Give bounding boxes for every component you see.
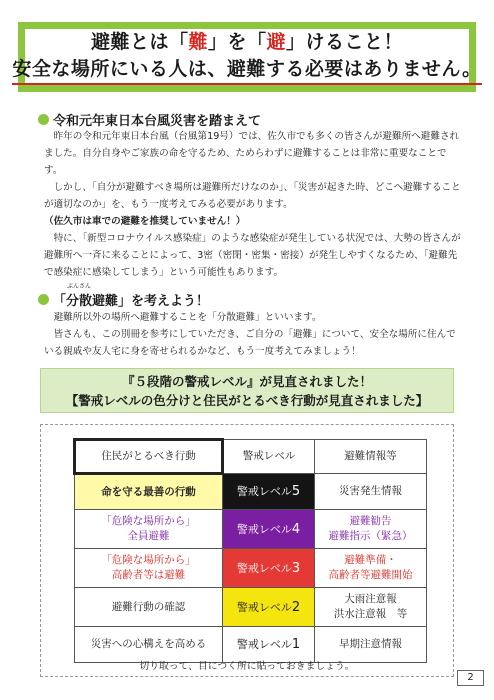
green-bullet-icon <box>38 294 49 305</box>
action-line: 高齢者等は避難 <box>111 569 186 581</box>
section-heading-text: 分散 <box>66 294 93 309</box>
info-cell <box>315 549 427 588</box>
level-cell <box>223 588 315 627</box>
table-row <box>75 510 427 549</box>
ruby-reading: ぶんさん <box>67 283 92 290</box>
ruby-word <box>66 283 93 309</box>
paragraph: 避難所以外の場所へ避難することを「分散避難」といいます。 <box>53 312 322 323</box>
section-heading-text: 令和元年東日本台風災害を踏まえて <box>53 114 262 129</box>
level-label: 警戒レベル <box>236 638 292 651</box>
section-heading-dispersed <box>38 283 210 309</box>
section2-body <box>44 309 464 360</box>
green-bullet-icon <box>38 114 49 125</box>
cut-out-note: 切り取って、目につく所に貼っておきましょう。 <box>139 661 355 672</box>
level-label: 警戒レベル <box>236 485 292 498</box>
alert-level-banner <box>40 368 454 413</box>
table-row <box>75 549 427 588</box>
table-header: 避難情報等 <box>315 440 427 474</box>
level-label: 警戒レベル <box>236 522 292 536</box>
info-line: 高齢者等避難開始 <box>328 569 413 581</box>
table-header: 警戒レベル <box>223 440 315 474</box>
section-heading-text: 「 <box>53 294 67 309</box>
info-line: 避難勧告 <box>349 515 392 527</box>
table-header-row <box>75 440 427 474</box>
section-heading-typhoon <box>38 110 261 129</box>
level-number: 1 <box>291 637 301 652</box>
header-line-2: 安全な場所にいる人は、避難する必要はありません。 <box>12 56 481 85</box>
info-cell: 早期注意情報 <box>315 627 427 663</box>
paragraph: しかし、「自分が避難すべき場所は避難所だけなのか」、「災害が起きた時、どこへ避難することが適切なのか」を、もう一度考えてみる必要があります。 <box>44 182 461 210</box>
level-cell <box>223 510 315 549</box>
alert-level-table <box>73 438 427 663</box>
level-cell <box>223 474 315 510</box>
level-label: 警戒レベル <box>236 561 292 575</box>
header-text: 」けること！ <box>286 31 404 53</box>
table-header: 住民がとるべき行動 <box>75 440 223 474</box>
info-line: 大雨注意報 <box>344 593 397 605</box>
section-heading-text: 避難」を考えよう！ <box>92 294 210 309</box>
header-text: 」を「 <box>207 31 267 53</box>
paragraph: 特に、「新型コロナウイルス感染症」のような感染症が発生している状況では、大勢の皆さんが避難所へ一斉に来ることによって、3密（密閉・密集・密接）が発生しやすくなるため、「避難先で感染症に感染してしまう」という可能性もあります。 <box>44 233 461 278</box>
level-number: 3 <box>291 560 301 576</box>
info-line: 避難指示（緊急） <box>328 530 413 542</box>
action-cell: 避難行動の確認 <box>75 588 223 627</box>
action-cell: 災害への心構えを高める <box>75 627 223 663</box>
paragraph-note: （佐久市は車での避難を推奨していません！） <box>44 216 246 227</box>
info-line: 洪水注意報 等 <box>333 608 408 620</box>
paragraph: 昨年の令和元年東日本台風（台風第19号）では、佐久市でも多くの皆さんが避難所へ避難されました。自分自身やご家族の命を守るため、ためらわずに避難することは非常に重要なことです。 <box>44 131 460 176</box>
level-number: 5 <box>291 484 301 499</box>
level-number: 4 <box>291 521 301 537</box>
header-line-1 <box>91 29 403 56</box>
banner-line-1: 『５段階の警戒レベル』が見直されました！ <box>121 373 372 389</box>
header-highlight-sake: 避 <box>266 31 287 53</box>
info-cell <box>315 510 427 549</box>
info-line: 避難準備・ <box>344 554 397 566</box>
action-line: 「危険な場所から」 <box>101 554 196 566</box>
action-cell <box>75 510 223 549</box>
action-line: 「危険な場所から」 <box>101 515 196 527</box>
header-text: 避難とは「 <box>90 31 189 53</box>
info-cell: 災害発生情報 <box>315 474 427 510</box>
level-cell <box>223 549 315 588</box>
paragraph: 皆さんも、この別冊を参考にしていただき、ご自分の「避難」について、安全な場所に住んでいる親戚や友人宅に身を寄せられるかなど、もう一度考えてみましょう！ <box>44 329 456 357</box>
section1-body <box>44 128 464 281</box>
table-row <box>75 474 427 510</box>
page-number: 2 <box>457 670 484 686</box>
banner-line-2: 【警戒レベルの色分けと住民がとるべき行動が見直されました】 <box>65 392 429 408</box>
action-cell <box>75 549 223 588</box>
info-cell <box>315 588 427 627</box>
action-cell: 命を守る最善の行動 <box>75 474 223 510</box>
level-label: 警戒レベル <box>236 600 292 614</box>
action-line: 全員避難 <box>127 530 170 542</box>
header-box <box>12 22 482 92</box>
level-number: 2 <box>291 599 301 615</box>
header-highlight-nan: 難 <box>188 31 208 53</box>
table-row <box>75 588 427 627</box>
